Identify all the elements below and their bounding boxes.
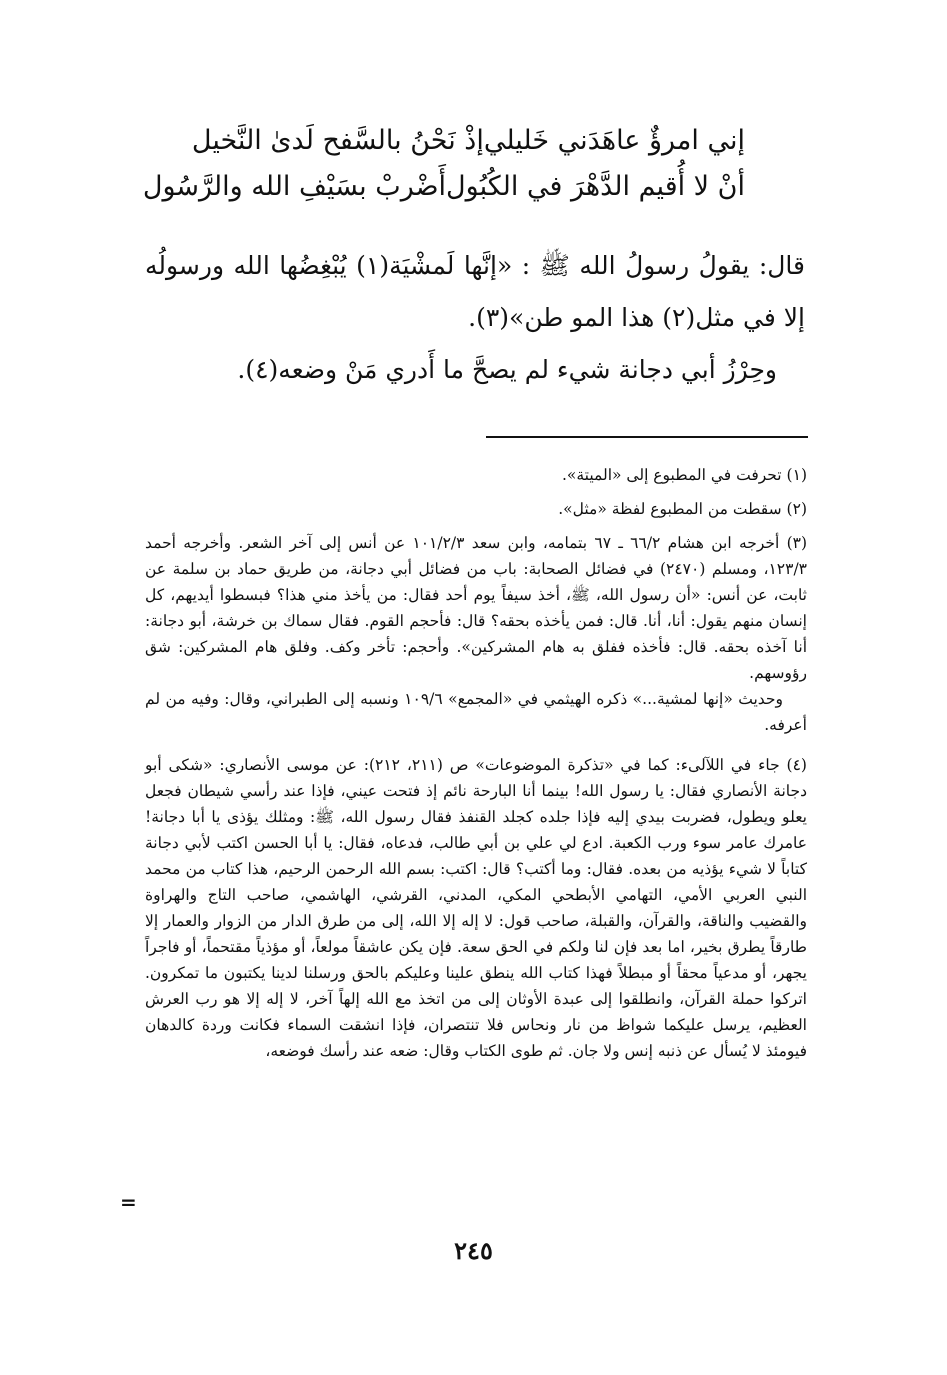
poem-verse xyxy=(191,118,745,164)
footnote-4: (٤) جاء في اللآلىء: كما في «تذكرة الموضوعات» ص (٢١١، ٢١٢): عن موسى الأنصاري: «شكى أبو دجانة الأنصاري فقال: يا رسول الله! بينما أنا البارحة نائم إذ فتحت عيني، فإذا عند رأسي شيطان فجعل يعلو ويطول، فضربت بيدي إليه فإذا جلده كجلد القنفذ فقال رسول الله، ﷺ: ومثلك يؤذى يا أبا دجانة! عامرك عامر سوء ورب الكعبة. ادع لي علي بن أبي طالب، فدعاه، فقال: يا أبا الحسن اكتب لأبي دجانة كتاباً لا شيء يؤذيه من بعده. فقال: وما أكتب؟ قال: اكتب: بسم الله الرحمن الرحيم، هذا كتاب من محمد النبي العربي الأمي، التهامي الأبطحي المكي، المدني، القرشي، الهاشمي، صاحب التاج والهراوة والقضيب والناقة، والقرآن، والقبلة، صاحب قول: لا إله إلا الله، إلى من طرق الدار من الزوار والعمار إلا طارقاً يطرق بخير، اما بعد فإن لنا ولكم في الحق سعة. فإن يكن عاشقاً مولعاً، أو مؤذياً مقتحماً، أو فاجراً يجهر، أو مدعياً محقاً أو مبطلاً فهذا كتاب الله ينطق علينا وعليكم بالحق ورسلنا لدينا يكتبون ما تمكرون. اتركوا حملة القرآن، وانطلقوا إلى عبدة الأوثان إلى من اتخذ مع الله إلهاً آخر، لا إله إلا هو رب العرش العظيم، يرسل عليكما شواظ من نار ونحاس فلا تنتصران، فإذا انشقت السماء فكانت وردة كالدهان فيومئذ لا يُسأل عن ذنبه إنس ولا جان. ثم طوى الكتاب وقال: ضعه عند رأسك فوضعه، xyxy=(145,756,807,1060)
poem-verse xyxy=(142,164,745,210)
verse-second-hemistich: إذْ نَحْنُ بالسَّفح لَدىٰ النَّخيل xyxy=(191,125,484,156)
footnote-3: (٣) أخرجه ابن هشام ٦٦/٢ ـ ٦٧ بتمامه، وابن سعد ١٠١/٢/٣ عن أنس إلى آخر الشعر. وأخرجه أحمد ١٢٣/٣، ومسلم (٢٤٧٠) في فضائل الصحابة: باب من فضائل أبي دجانة، من طريق حماد بن سلمة عن ثابت، عن أنس: «أن رسول الله، ﷺ، أخذ سيفاً يوم أحد فقال: من يأخذ مني هذا؟ فبسطوا أيديهم، كل إنسان منهم يقول: أنا، أنا. قال: فمن يأخذه بحقه؟ قال: فأحجم القوم. فقال سماك بن خرشة، أبو دجانة: أنا آخذه بحقه. قال: فأخذه ففلق به هام المشركين». وأحجم: تأخر وكف. وفلق هام المشركين: شق رؤوسهم. xyxy=(145,534,808,682)
body-paragraph: وحِرْزُ أبي دجانة شيء لم يصحَّ ما أَدري مَنْ وضعه(٤). xyxy=(237,355,777,384)
verse-first-hemistich: أنْ لا أُقيم الدَّهْرَ في الكُبُول xyxy=(446,171,745,202)
footnotes xyxy=(145,462,807,1064)
poem-block xyxy=(142,118,745,210)
footnote-3-continuation: وحديث «إنها لمشية...» ذكره الهيثمي في «المجمع» ١٠٩/٦ ونسبه إلى الطبراني، وقال: وفيه من لم أعرفه. xyxy=(145,690,807,734)
footnote-divider xyxy=(486,436,808,438)
footnote-2: (٢) سقطت من المطبوع لفظة «مثل». xyxy=(558,500,807,518)
body-paragraph: قال: يقولُ رسولُ الله ﷺ : «إنَّها لَمشْيَة(١) يُبْغِضُها الله ورسولُه إلا في مثل(٢) هذا المو طن»(٣). xyxy=(145,251,805,332)
page-number: ٢٤٥ xyxy=(454,1236,493,1265)
verse-first-hemistich: إني امرؤٌ عاهَدَني خَليلي xyxy=(483,125,745,156)
verse-second-hemistich: أَضْربْ بسَيْفِ الله والرَّسُول xyxy=(142,171,447,202)
continuation-mark: = xyxy=(120,1190,137,1214)
footnote-1: (١) تحرفت في المطبوع إلى «الميتة». xyxy=(561,466,807,484)
main-text xyxy=(145,240,805,396)
